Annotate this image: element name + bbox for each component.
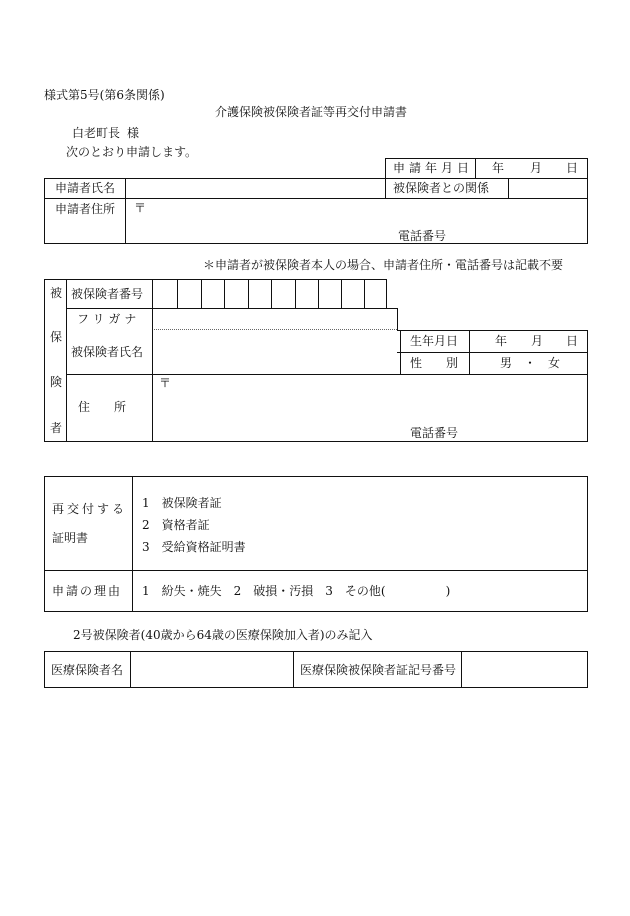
date-year-label: 年	[492, 161, 505, 175]
birth-month-label: 月	[531, 334, 544, 348]
date-day-label: 日	[566, 161, 579, 175]
reason-label: 申請の理由	[52, 584, 123, 598]
insured-address-label: 住 所	[78, 400, 127, 414]
application-date-label: 申請年月日	[393, 161, 474, 175]
sex-options[interactable]: 男 ・ 女	[500, 356, 561, 370]
insured-postal-mark: 〒	[159, 376, 172, 390]
insured-side-label-3: 険	[50, 375, 63, 389]
insured-phone-label: 電話番号	[410, 426, 459, 440]
insured-number-field[interactable]	[153, 280, 386, 308]
reason-options[interactable]: 1 紛失・焼失 2 破損・汚損 3 その他( )	[142, 584, 451, 598]
cert-number-field[interactable]	[462, 652, 587, 687]
insured-name-field[interactable]	[153, 330, 399, 374]
cert-option-2[interactable]: 2 資格者証	[142, 518, 210, 532]
insurer-name-field[interactable]	[131, 652, 293, 687]
applicant-address-field[interactable]	[126, 199, 587, 243]
insured-side-label-1: 被	[50, 286, 63, 300]
insured-number-label: 被保険者番号	[71, 287, 144, 301]
insurer-name-label: 医療保険者名	[51, 663, 124, 677]
postal-mark: 〒	[134, 201, 147, 215]
relation-label: 被保険者との関係	[393, 181, 490, 195]
applicant-phone-label: 電話番号	[398, 229, 447, 243]
cert-option-3[interactable]: 3 受給資格証明書	[142, 540, 246, 554]
intro-text: 次のとおり申請します。	[66, 145, 198, 159]
cert-option-1[interactable]: 1 被保険者証	[142, 496, 222, 510]
addressee: 白老町長	[72, 126, 121, 140]
cert-number-label: 医療保険被保険者証記号番号	[300, 663, 457, 677]
applicant-name-field[interactable]	[126, 179, 384, 198]
applicant-address-label: 申請者住所	[55, 202, 116, 216]
reissue-cert-label-2: 証明書	[52, 531, 89, 545]
secondary-note: 2号被保険者(40歳から64歳の医療保険加入者)のみ記入	[73, 628, 373, 642]
form-number: 様式第5号(第6条関係)	[44, 88, 165, 102]
birth-day-label: 日	[566, 334, 579, 348]
insured-name-label: 被保険者氏名	[71, 345, 144, 359]
applicant-note: ＊申請者が被保険者本人の場合、申請者住所・電話番号は記載不要	[203, 258, 564, 272]
sex-label: 性 別	[410, 356, 459, 370]
insured-address-field[interactable]	[153, 375, 587, 441]
birth-date-label: 生年月日	[410, 334, 459, 348]
insured-side-label-4: 者	[50, 421, 63, 435]
honorific: 様	[127, 126, 140, 140]
date-month-label: 月	[530, 161, 543, 175]
furigana-label: フリガナ	[77, 312, 141, 326]
relation-field[interactable]	[509, 179, 587, 198]
form-title: 介護保険被保険者証等再交付申請書	[215, 105, 408, 119]
birth-year-label: 年	[495, 334, 508, 348]
insured-side-label-2: 保	[50, 330, 63, 344]
reissue-cert-label-1: 再交付する	[52, 502, 128, 516]
applicant-name-label: 申請者氏名	[55, 181, 116, 195]
furigana-field[interactable]	[153, 309, 397, 329]
